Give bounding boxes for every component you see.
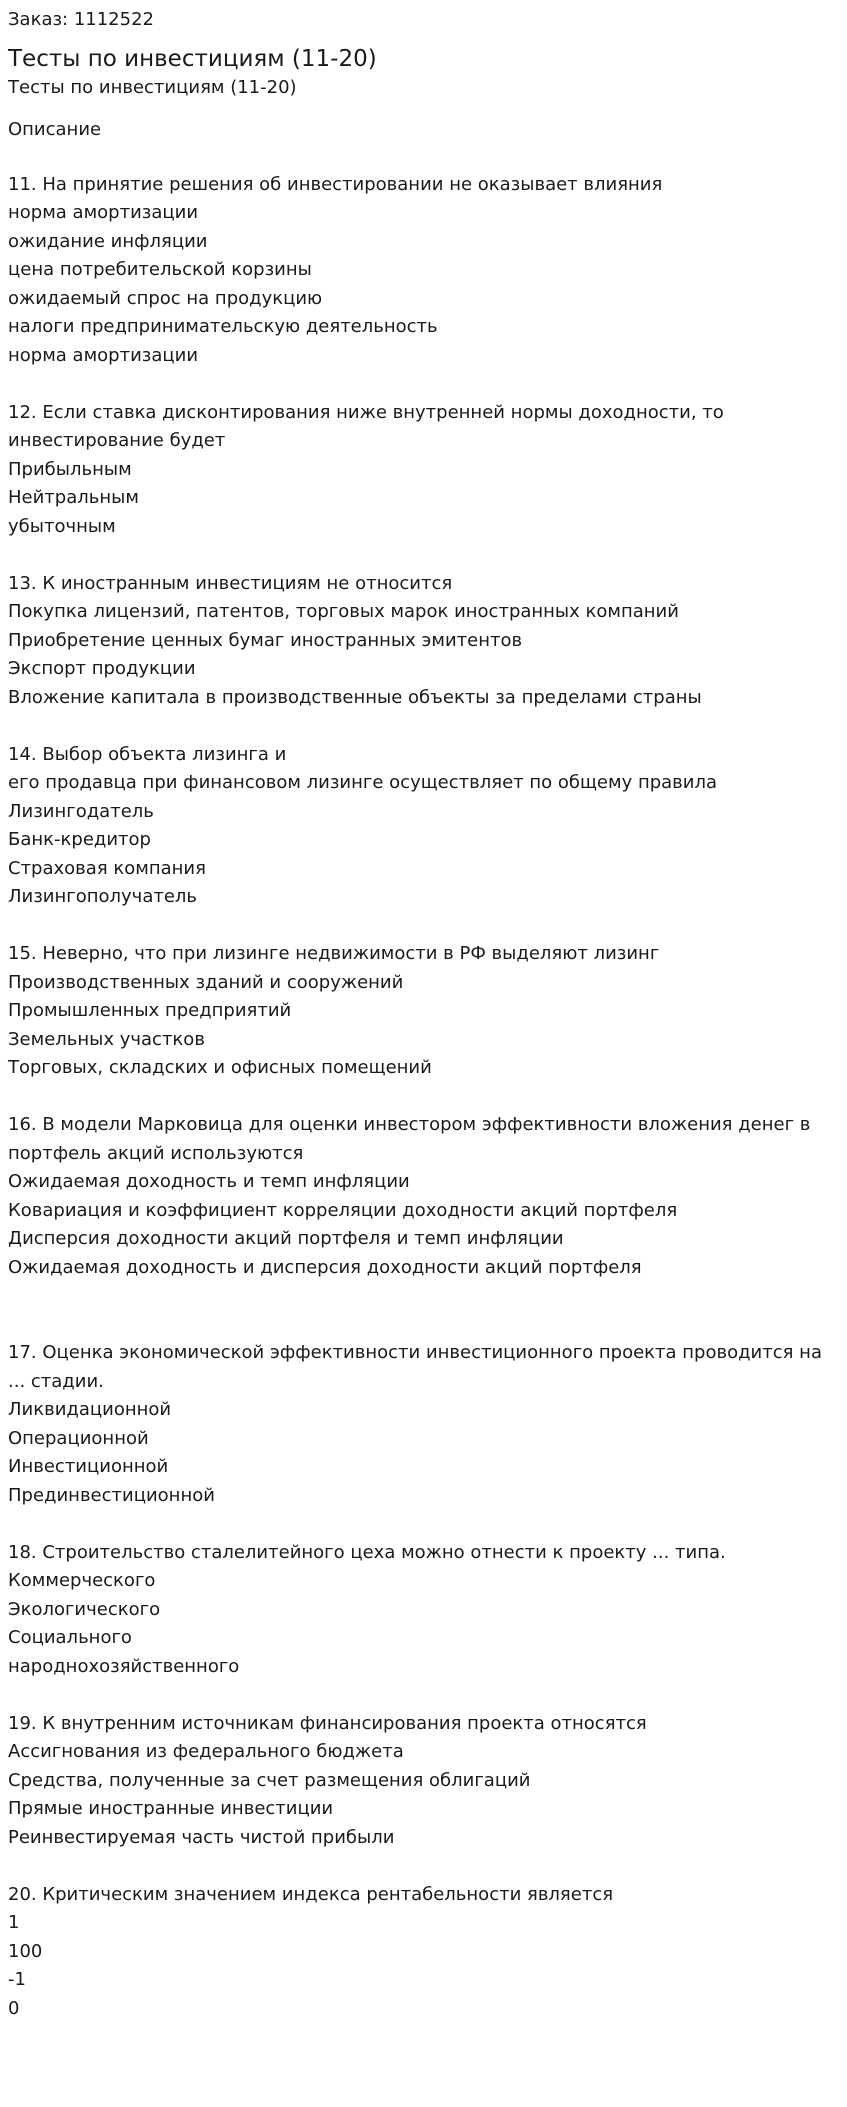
question-text: 16. В модели Марковица для оценки инвестором эффективности вложения денег в портфель акций используются: [8, 1114, 811, 1164]
answer-option: Покупка лицензий, патентов, торговых марок иностранных компаний: [8, 601, 679, 622]
answer-option: 1: [8, 1912, 20, 1933]
question-text: 12. Если ставка дисконтирования ниже внутренней нормы доходности, то инвестирование будет: [8, 401, 724, 451]
question-block: [8, 1881, 839, 2024]
answer-option: налоги предпринимательскую деятельность: [8, 316, 438, 337]
answer-option: -1: [8, 1969, 26, 1990]
description-heading: Описание: [8, 119, 102, 140]
answer-option: его продавца при финансовом лизинге осуществляет по общему правила: [8, 772, 718, 793]
answer-option: Торговых, складских и офисных помещений: [8, 1057, 432, 1078]
answer-option: ожидание инфляции: [8, 230, 208, 252]
answer-option: Ассигнования из федерального бюджета: [8, 1741, 404, 1762]
page-subtitle: Тесты по инвестициям (11-20): [8, 77, 297, 98]
question-text: 11. На принятие решения об инвестировании не оказывает влияния: [8, 173, 663, 195]
answer-option: Нейтральным: [8, 487, 139, 508]
question-block: [8, 741, 839, 912]
question-text: 20. Критическим значением индекса рентабельности является: [8, 1883, 614, 1905]
question-block: [8, 399, 839, 542]
answer-option: норма амортизации: [8, 344, 199, 366]
question-text: 14. Выбор объекта лизинга и: [8, 743, 287, 765]
answer-option: убыточным: [8, 515, 116, 537]
question-block: [8, 940, 839, 1083]
question-block: [8, 1339, 839, 1510]
answer-option: Приобретение ценных бумаг иностранных эмитентов: [8, 629, 523, 651]
answer-option: Ковариация и коэффициент корреляции доходности акций портфеля: [8, 1199, 678, 1221]
question-block: [8, 1111, 839, 1282]
question-text: 13. К иностранным инвестициям не относится: [8, 572, 453, 594]
answer-option: Земельных участков: [8, 1028, 205, 1050]
answer-option: Вложение капитала в производственные объекты за пределами страны: [8, 686, 702, 708]
answer-option: Операционной: [8, 1427, 149, 1449]
answer-option: Прединвестиционной: [8, 1484, 215, 1506]
answer-option: Прибыльным: [8, 458, 132, 480]
question-text: 19. К внутренним источникам финансирования проекта относятся: [8, 1712, 647, 1734]
question-block: [8, 1539, 839, 1682]
question-text: 15. Неверно, что при лизинге недвижимости в РФ выделяют лизинг: [8, 943, 660, 964]
answer-option: Ожидаемая доходность и дисперсия доходности акций портфеля: [8, 1256, 642, 1278]
answer-option: Средства, полученные за счет размещения облигаций: [8, 1769, 531, 1791]
page-title: Тесты по инвестициям (11-20): [8, 46, 377, 72]
question-block: [8, 1710, 839, 1853]
order-number: Заказ: 1112522: [8, 9, 154, 30]
answer-option: Банк-кредитор: [8, 829, 151, 850]
answer-option: Ликвидационной: [8, 1399, 172, 1420]
question-text: 18. Строительство сталелитейного цеха можно отнести к проекту ... типа.: [8, 1541, 726, 1563]
questions-list: [8, 171, 839, 2024]
answer-option: Коммерческого: [8, 1570, 156, 1591]
answer-option: 100: [8, 1940, 43, 1962]
answer-option: Экологического: [8, 1598, 161, 1620]
answer-option: 0: [8, 1997, 20, 2019]
question-block: [8, 171, 839, 371]
answer-option: Экспорт продукции: [8, 658, 196, 679]
answer-option: Промышленных предприятий: [8, 1000, 292, 1021]
answer-option: Социального: [8, 1627, 132, 1648]
answer-option: Лизингополучатель: [8, 886, 198, 907]
answer-option: ожидаемый спрос на продукцию: [8, 287, 323, 309]
question-text: 17. Оценка экономической эффективности инвестиционного проекта проводится на ... стадии.: [8, 1342, 822, 1392]
answer-option: цена потребительской корзины: [8, 259, 312, 280]
answer-option: Дисперсия доходности акций портфеля и темп инфляции: [8, 1228, 564, 1249]
answer-option: Страховая компания: [8, 857, 206, 879]
answer-option: Прямые иностранные инвестиции: [8, 1798, 334, 1819]
answer-option: Лизингодатель: [8, 800, 154, 822]
answer-option: народнохозяйственного: [8, 1655, 240, 1677]
answer-option: Производственных зданий и сооружений: [8, 971, 404, 993]
answer-option: Инвестиционной: [8, 1456, 169, 1477]
answer-option: норма амортизации: [8, 202, 199, 223]
answer-option: Ожидаемая доходность и темп инфляции: [8, 1171, 410, 1192]
question-block: [8, 570, 839, 713]
answer-option: Реинвестируемая часть чистой прибыли: [8, 1826, 395, 1848]
